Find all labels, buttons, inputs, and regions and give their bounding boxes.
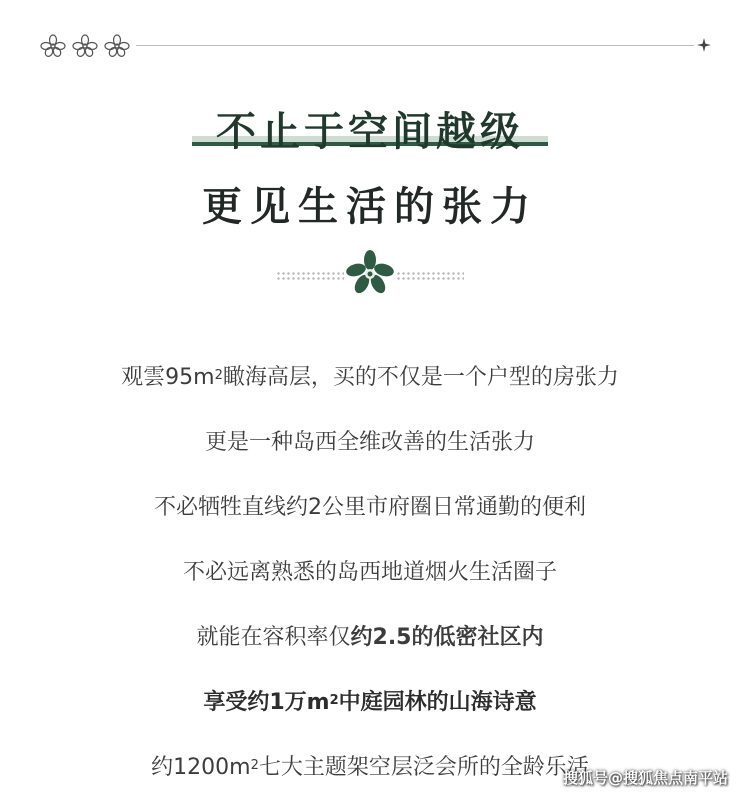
orchid-divider [276, 250, 464, 296]
dot-band-left [276, 271, 344, 281]
top-decoration [40, 34, 712, 58]
body-line-6: 享受约1万$m^2$中庭园林的山海诗意 [203, 690, 537, 715]
page-subtitle: 更见生活的张力 [202, 183, 538, 230]
body-line-7: 约$1200m^2$七大主题架空层泛会所的全龄乐活 [151, 755, 589, 780]
dot-band-right [396, 271, 464, 281]
flower-icon [72, 34, 98, 58]
title-block [0, 100, 740, 232]
orchid-icon [346, 250, 394, 296]
page-title: 不止于空间越级 [216, 108, 524, 155]
flower-icon [104, 34, 130, 58]
header-rule [136, 45, 694, 46]
title-line1-wrap [216, 100, 524, 157]
sparkle-icon [696, 37, 712, 53]
body-line-3: 不必牺牲直线约2公里市府圈日常通勤的便利 [154, 495, 586, 520]
body-line-4: 不必远离熟悉的岛西地道烟火生活圈子 [182, 560, 557, 585]
body-text [0, 356, 740, 811]
body-line-2: 更是一种岛西全维改善的生活张力 [204, 430, 535, 455]
flower-icon [40, 34, 66, 58]
flower-row [40, 34, 130, 58]
body-line-1: 观雲$95m^2$瞰海高层，买的不仅是一个户型的房张力 [121, 365, 619, 390]
body-line-5: 就能在容积率仅约2.5的低密社区内 [196, 625, 544, 650]
watermark: 搜狐号@搜狐焦点南平站 [562, 769, 728, 787]
